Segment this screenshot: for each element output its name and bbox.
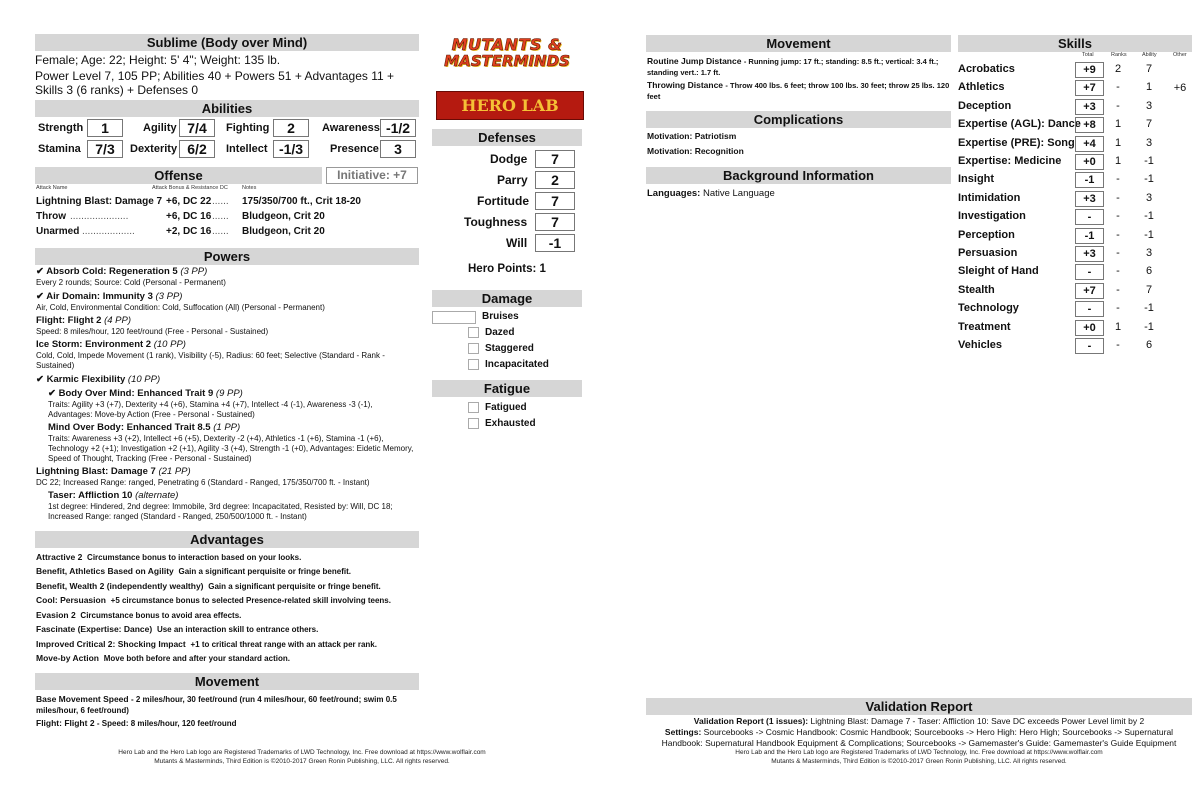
attack-notes: 175/350/700 ft., Crit 18-20 bbox=[242, 196, 361, 207]
flight-movement bbox=[36, 718, 416, 728]
skill-name: Treatment bbox=[958, 321, 1011, 333]
power-cost: (3 PP) bbox=[180, 266, 208, 277]
exhausted-label: Exhausted bbox=[485, 418, 536, 430]
ability-value-stamina: 7/3 bbox=[87, 140, 123, 158]
power-desc: Traits: Awareness +3 (+2), Intellect +6 (+5), Dexterity -2 (+4), Athletics -1 (+6), Stamina -1 (+6), Technology +2 (+1); Investigation +2 (+1), Agility -3 (+4), Strength -1 (+0), Advantages: Eidetic Memory, Speed of Thought, Tracking (Free - Personal - Sustained) bbox=[48, 434, 414, 463]
skill-total: -1 bbox=[1075, 172, 1104, 188]
defense-label-toughness: Toughness bbox=[464, 215, 528, 229]
skill-ranks: - bbox=[1116, 339, 1120, 351]
advantage-desc: +1 to critical threat range with an attack per rank. bbox=[190, 640, 377, 649]
footer-left bbox=[36, 748, 568, 766]
ability-label-strength: Strength bbox=[38, 122, 84, 134]
skill-ranks: - bbox=[1116, 210, 1120, 222]
fatigued-label: Fatigued bbox=[485, 402, 527, 414]
advantage-item bbox=[36, 566, 351, 576]
movement-label: Routine Jump Distance bbox=[647, 56, 742, 66]
validation-label: Validation Report (1 issues): bbox=[693, 716, 809, 726]
power-item-absorb-cold bbox=[36, 266, 207, 277]
power-cost: (4 PP) bbox=[104, 315, 132, 326]
skill-ranks: 1 bbox=[1114, 321, 1122, 333]
attack-leader: ................... bbox=[82, 226, 135, 237]
defense-label-parry: Parry bbox=[497, 173, 528, 187]
skill-total: - bbox=[1075, 209, 1104, 225]
power-desc: Cold, Cold, Impede Movement (1 rank), Visibility (-5), Radius: 60 feet; Selective (Standard - Rank - Sustained) bbox=[36, 351, 385, 370]
power-desc: DC 22; Increased Range: ranged, Penetrating 6 (Standard - Ranged, 175/350/700 ft. - Instant) bbox=[36, 478, 370, 487]
advantage-name: Benefit, Wealth 2 (independently wealthy) bbox=[36, 581, 204, 591]
offense-col-bonus: Attack Bonus & Resistance DC bbox=[152, 185, 228, 191]
advantage-desc: Circumstance bonus to avoid area effects. bbox=[80, 611, 242, 620]
skill-total: - bbox=[1075, 338, 1104, 354]
skill-name: Athletics bbox=[958, 81, 1005, 93]
staggered-label: Staggered bbox=[485, 343, 534, 355]
ability-label-intellect: Intellect bbox=[226, 143, 268, 155]
languages bbox=[647, 188, 775, 199]
advantage-desc: Gain a significant perquisite or fringe benefit. bbox=[178, 567, 351, 576]
initiative-box: Initiative: +7 bbox=[326, 167, 418, 184]
movement-label: Flight: Flight 2 bbox=[36, 718, 95, 728]
skill-total: - bbox=[1075, 264, 1104, 280]
power-cost: (1 PP) bbox=[213, 422, 241, 433]
skill-ability: -1 bbox=[1144, 173, 1154, 185]
ability-label-presence: Presence bbox=[330, 143, 379, 155]
character-name: Sublime (Body over Mind) bbox=[35, 34, 419, 51]
validation-header: Validation Report bbox=[646, 698, 1192, 715]
power-item-karmic-flexibility bbox=[36, 374, 160, 385]
skill-ranks: 1 bbox=[1114, 118, 1122, 130]
power-item-lightning-blast bbox=[36, 466, 191, 477]
character-summary: Power Level 7, 105 PP; Abilities 40 + Powers 51 + Advantages 11 + Skills 3 (6 ranks) + Defenses 0 bbox=[35, 69, 395, 97]
skill-total: - bbox=[1075, 301, 1104, 317]
skill-ranks: - bbox=[1116, 173, 1120, 185]
advantage-desc: +5 circumstance bonus to selected Presence-related skill involving teens. bbox=[110, 596, 391, 605]
hero-points: Hero Points: 1 bbox=[468, 263, 546, 275]
complication-item: Motivation: Patriotism bbox=[647, 131, 737, 141]
fatigued-checkbox[interactable] bbox=[468, 402, 479, 413]
power-name: ✔ Body Over Mind: Enhanced Trait 9 bbox=[48, 388, 214, 399]
ability-value-dexterity: 6/2 bbox=[179, 140, 215, 158]
power-item-taser bbox=[48, 490, 178, 501]
skill-name: Expertise (AGL): Dance bbox=[958, 118, 1081, 130]
skill-ability: -1 bbox=[1144, 229, 1154, 241]
skill-ability: 3 bbox=[1145, 137, 1153, 149]
advantage-name: Cool: Persuasion bbox=[36, 595, 106, 605]
movement-right-header: Movement bbox=[646, 35, 951, 52]
languages-value: Native Language bbox=[702, 188, 775, 199]
bruises-label: Bruises bbox=[482, 311, 519, 322]
skill-ability: -1 bbox=[1144, 155, 1154, 167]
character-bio: Female; Age: 22; Height: 5' 4"; Weight: 135 lb. bbox=[35, 53, 281, 67]
footer-line-2: Mutants & Masterminds, Third Edition is ©2010-2017 Green Ronin Publishing, LLC. All rights reserved. bbox=[154, 758, 450, 765]
power-item-air-domain bbox=[36, 291, 182, 302]
skill-total: +4 bbox=[1075, 136, 1104, 152]
advantage-desc: Use an interaction skill to entrance others. bbox=[156, 625, 319, 634]
skill-total: +3 bbox=[1075, 191, 1104, 207]
defense-value-toughness: 7 bbox=[535, 213, 575, 231]
attack-leader: ...... bbox=[212, 211, 229, 222]
staggered-item[interactable] bbox=[468, 343, 534, 354]
power-cost: (9 PP) bbox=[215, 388, 243, 399]
abilities-header: Abilities bbox=[35, 100, 419, 117]
movement-value: - 2 miles/hour, 30 feet/round (run 4 miles/hour, 60 feet/round; swim 0.5 miles/hour, 6 feet/round) bbox=[36, 695, 397, 715]
skill-ranks: - bbox=[1116, 265, 1120, 277]
skill-ranks: - bbox=[1116, 192, 1120, 204]
power-name: ✔ Absorb Cold: Regeneration 5 bbox=[36, 266, 178, 277]
power-cost: (10 PP) bbox=[127, 374, 161, 385]
defense-value-fortitude: 7 bbox=[535, 192, 575, 210]
power-cost: (10 PP) bbox=[153, 339, 186, 350]
power-item-flight bbox=[36, 315, 131, 326]
skills-col-total: Total bbox=[1082, 52, 1094, 58]
skill-name: Vehicles bbox=[958, 339, 1003, 351]
power-item-mind-over-body bbox=[48, 422, 240, 433]
skill-total: +0 bbox=[1075, 154, 1104, 170]
movement-label: Base Movement Speed bbox=[36, 694, 129, 704]
damage-header: Damage bbox=[432, 290, 582, 307]
skill-ability: 3 bbox=[1145, 192, 1153, 204]
advantage-desc: Move both before and after your standard action. bbox=[103, 654, 290, 663]
languages-label: Languages: bbox=[647, 188, 701, 199]
skill-ranks: 2 bbox=[1114, 63, 1122, 75]
movement-label: Throwing Distance bbox=[647, 80, 724, 90]
skill-total: +9 bbox=[1075, 62, 1104, 78]
advantage-item bbox=[36, 610, 241, 620]
attack-leader: ..................... bbox=[70, 211, 129, 222]
movement-value: - Running jump: 17 ft.; standing: 8.5 ft.; vertical: 3.4 ft.; standing vert.: 1.7 ft. bbox=[647, 57, 939, 77]
skill-total: +7 bbox=[1075, 80, 1104, 96]
skill-ability: 3 bbox=[1145, 247, 1153, 259]
ability-label-agility: Agility bbox=[143, 122, 177, 134]
skill-name: Expertise (PRE): Song bbox=[958, 137, 1075, 149]
complications-header: Complications bbox=[646, 111, 951, 128]
skills-header: Skills bbox=[958, 35, 1192, 52]
power-cost: (21 PP) bbox=[158, 466, 191, 477]
power-name: Flight: Flight 2 bbox=[36, 315, 102, 326]
validation-issue: Lightning Blast: Damage 7 - Taser: Affliction 10: Save DC exceeds Power Level limit by 2 bbox=[810, 716, 1145, 726]
fatigue-header: Fatigue bbox=[432, 380, 582, 397]
power-name: Lightning Blast: Damage 7 bbox=[36, 466, 156, 477]
defenses-header: Defenses bbox=[432, 129, 582, 146]
attack-bonus: +2, DC 16 bbox=[166, 226, 212, 237]
skill-ability: 1 bbox=[1145, 81, 1153, 93]
skill-ranks: - bbox=[1116, 284, 1120, 296]
skill-name: Deception bbox=[958, 100, 1012, 112]
skill-ability: 6 bbox=[1145, 265, 1153, 277]
skill-name: Intimidation bbox=[958, 192, 1021, 204]
skill-total: -1 bbox=[1075, 228, 1104, 244]
staggered-checkbox[interactable] bbox=[468, 343, 479, 354]
offense-col-notes: Notes bbox=[242, 185, 257, 191]
jump-distance bbox=[647, 56, 951, 78]
power-desc: 1st degree: Hindered, 2nd degree: Immobile, 3rd degree: Incapacitated, Resisted by: Will, DC 18; Increased Range: ranged (Standard - Ranged, 250/500/1000 ft. - Instant) bbox=[48, 502, 393, 521]
incapacitated-item[interactable] bbox=[468, 359, 549, 370]
power-desc: Every 2 rounds; Source: Cold (Personal - Permanent) bbox=[36, 278, 226, 287]
attack-name: Lightning Blast: Damage 7 bbox=[36, 196, 163, 207]
logo-line-2: MASTERMINDS bbox=[444, 52, 570, 70]
movement-value: - Speed: 8 miles/hour, 120 feet/round bbox=[96, 719, 237, 728]
skill-name: Investigation bbox=[958, 210, 1026, 222]
attack-name: Unarmed bbox=[36, 226, 80, 237]
mutants-masterminds-logo bbox=[432, 35, 582, 77]
skill-name: Technology bbox=[958, 302, 1019, 314]
advantage-desc: Circumstance bonus to interaction based on your looks. bbox=[87, 553, 302, 562]
advantage-item bbox=[36, 595, 391, 605]
advantage-item bbox=[36, 639, 377, 649]
power-name: Ice Storm: Environment 2 bbox=[36, 339, 152, 350]
throwing-distance bbox=[647, 80, 951, 102]
skill-ability: 6 bbox=[1145, 339, 1153, 351]
incapacitated-label: Incapacitated bbox=[485, 359, 549, 371]
skill-ability: -1 bbox=[1144, 302, 1154, 314]
skill-ability: -1 bbox=[1144, 210, 1154, 222]
skill-other: +6 bbox=[1173, 82, 1187, 94]
skill-total: +0 bbox=[1075, 320, 1104, 336]
skill-ability: -1 bbox=[1144, 321, 1154, 333]
base-movement-speed bbox=[36, 694, 416, 716]
settings-label: Settings: bbox=[664, 727, 702, 737]
ability-value-presence: 3 bbox=[380, 140, 416, 158]
power-desc: Air, Cold, Environmental Condition: Cold, Suffocation (All) (Personal - Permanent) bbox=[36, 303, 325, 312]
advantage-name: Evasion 2 bbox=[36, 610, 76, 620]
skill-ability: 7 bbox=[1145, 284, 1153, 296]
power-cost: (3 PP) bbox=[155, 291, 183, 302]
skill-total: +8 bbox=[1075, 117, 1104, 133]
attack-leader: ...... bbox=[212, 196, 229, 207]
attack-bonus: +6, DC 16 bbox=[166, 211, 212, 222]
background-header: Background Information bbox=[646, 167, 951, 184]
power-name: ✔ Karmic Flexibility bbox=[36, 374, 126, 385]
skill-ranks: - bbox=[1116, 100, 1120, 112]
herolab-logo: HERO LAB bbox=[436, 91, 584, 120]
defense-label-fortitude: Fortitude bbox=[477, 194, 529, 208]
exhausted-checkbox[interactable] bbox=[468, 418, 479, 429]
advantage-name: Attractive 2 bbox=[36, 552, 83, 562]
power-desc: Speed: 8 miles/hour, 120 feet/round (Free - Personal - Sustained) bbox=[36, 327, 269, 336]
ability-label-fighting: Fighting bbox=[226, 122, 270, 134]
skill-name: Acrobatics bbox=[958, 63, 1015, 75]
skill-total: +7 bbox=[1075, 283, 1104, 299]
movement-value: - Throw 400 lbs. 6 feet; throw 100 lbs. 30 feet; throw 25 lbs. 120 feet bbox=[647, 81, 950, 101]
footer-right bbox=[646, 748, 1192, 766]
skill-ability: 7 bbox=[1145, 63, 1153, 75]
fatigued-item[interactable] bbox=[468, 402, 527, 413]
bruises-box[interactable] bbox=[432, 311, 476, 324]
skill-ranks: - bbox=[1116, 81, 1120, 93]
skill-total: +3 bbox=[1075, 99, 1104, 115]
logo-line-1: MUTANTS & bbox=[451, 35, 563, 54]
power-cost: (alternate) bbox=[135, 490, 179, 501]
power-item-body-over-mind bbox=[48, 388, 243, 399]
ability-value-awareness: -1/2 bbox=[380, 119, 416, 137]
advantage-item bbox=[36, 624, 318, 634]
exhausted-item[interactable] bbox=[468, 418, 536, 429]
skill-ranks: - bbox=[1116, 302, 1120, 314]
defense-label-will: Will bbox=[506, 236, 528, 250]
footer-line-2: Mutants & Masterminds, Third Edition is ©2010-2017 Green Ronin Publishing, LLC. All rights reserved. bbox=[771, 758, 1067, 765]
skill-name: Sleight of Hand bbox=[958, 265, 1039, 277]
advantages-header: Advantages bbox=[35, 531, 419, 548]
skill-ranks: 1 bbox=[1114, 155, 1122, 167]
power-name: ✔ Air Domain: Immunity 3 bbox=[36, 291, 153, 302]
advantage-item bbox=[36, 552, 301, 562]
skill-name: Persuasion bbox=[958, 247, 1018, 259]
offense-col-attack: Attack Name bbox=[36, 185, 68, 191]
power-desc: Traits: Agility +3 (+7), Dexterity +4 (+6), Stamina +4 (+7), Intellect -4 (-1), Awareness -3 (-1), Advantages: Move-by Action (Free - Personal - Sustained) bbox=[48, 400, 373, 419]
defense-value-parry: 2 bbox=[535, 171, 575, 189]
advantage-name: Improved Critical 2: Shocking Impact bbox=[36, 639, 186, 649]
skill-name: Stealth bbox=[958, 284, 995, 296]
ability-value-intellect: -1/3 bbox=[273, 140, 309, 158]
dazed-checkbox[interactable] bbox=[468, 327, 479, 338]
dazed-label: Dazed bbox=[485, 327, 515, 339]
ability-value-agility: 7/4 bbox=[179, 119, 215, 137]
skill-ability: 3 bbox=[1145, 100, 1153, 112]
ability-value-fighting: 2 bbox=[273, 119, 309, 137]
incapacitated-checkbox[interactable] bbox=[468, 359, 479, 370]
skill-name: Perception bbox=[958, 229, 1015, 241]
power-name: Mind Over Body: Enhanced Trait 8.5 bbox=[48, 422, 211, 433]
power-item-ice-storm bbox=[36, 339, 186, 350]
defense-value-will: -1 bbox=[535, 234, 575, 252]
footer-line-1: Hero Lab and the Hero Lab logo are Registered Trademarks of LWD Technology, Inc. Free download at https://www.wolflair.com bbox=[735, 749, 1103, 756]
skill-name: Expertise: Medicine bbox=[958, 155, 1062, 167]
advantage-item bbox=[36, 581, 381, 591]
defense-label-dodge: Dodge bbox=[490, 152, 528, 166]
ability-label-awareness: Awareness bbox=[322, 122, 380, 134]
skill-ranks: - bbox=[1116, 247, 1120, 259]
attack-leader: ...... bbox=[212, 226, 229, 237]
defense-value-dodge: 7 bbox=[535, 150, 575, 168]
advantage-name: Move-by Action bbox=[36, 653, 99, 663]
power-name: Taser: Affliction 10 bbox=[48, 490, 133, 501]
skills-col-ability: Ability bbox=[1142, 52, 1157, 58]
attack-bonus: +6, DC 22 bbox=[166, 196, 212, 207]
complication-item: Motivation: Recognition bbox=[647, 146, 744, 156]
ability-label-stamina: Stamina bbox=[38, 143, 81, 155]
skill-name: Insight bbox=[958, 173, 995, 185]
footer-line-1: Hero Lab and the Hero Lab logo are Registered Trademarks of LWD Technology, Inc. Free download at https://www.wolflair.com bbox=[118, 749, 486, 756]
dazed-item[interactable] bbox=[468, 327, 514, 338]
movement-left-header: Movement bbox=[35, 673, 419, 690]
attack-notes: Bludgeon, Crit 20 bbox=[242, 226, 325, 237]
skill-ability: 7 bbox=[1145, 118, 1153, 130]
skill-ranks: - bbox=[1116, 229, 1120, 241]
powers-header: Powers bbox=[35, 248, 419, 265]
advantage-name: Benefit, Athletics Based on Agility bbox=[36, 566, 174, 576]
skill-ranks: 1 bbox=[1114, 137, 1122, 149]
ability-value-strength: 1 bbox=[87, 119, 123, 137]
attack-notes: Bludgeon, Crit 20 bbox=[242, 211, 325, 222]
validation-text bbox=[646, 716, 1192, 749]
advantage-name: Fascinate (Expertise: Dance) bbox=[36, 624, 153, 634]
skill-total: +3 bbox=[1075, 246, 1104, 262]
settings-text: Sourcebooks -> Cosmic Handbook: Cosmic Handbook; Sourcebooks -> Hero High: Hero High; Sourcebooks -> Supernatural Handbook: Supernatural Handbook Equipment & Complications; Sourcebooks -> Gamemaster's Guide: Gamemaster's Guide Equipment bbox=[661, 727, 1177, 748]
skills-col-other: Other bbox=[1173, 52, 1187, 58]
advantage-item bbox=[36, 653, 290, 663]
ability-label-dexterity: Dexterity bbox=[130, 143, 178, 155]
skills-col-ranks: Ranks bbox=[1111, 52, 1127, 58]
offense-header: Offense bbox=[35, 167, 322, 184]
attack-name: Throw bbox=[36, 211, 66, 222]
advantage-desc: Gain a significant perquisite or fringe benefit. bbox=[208, 582, 381, 591]
